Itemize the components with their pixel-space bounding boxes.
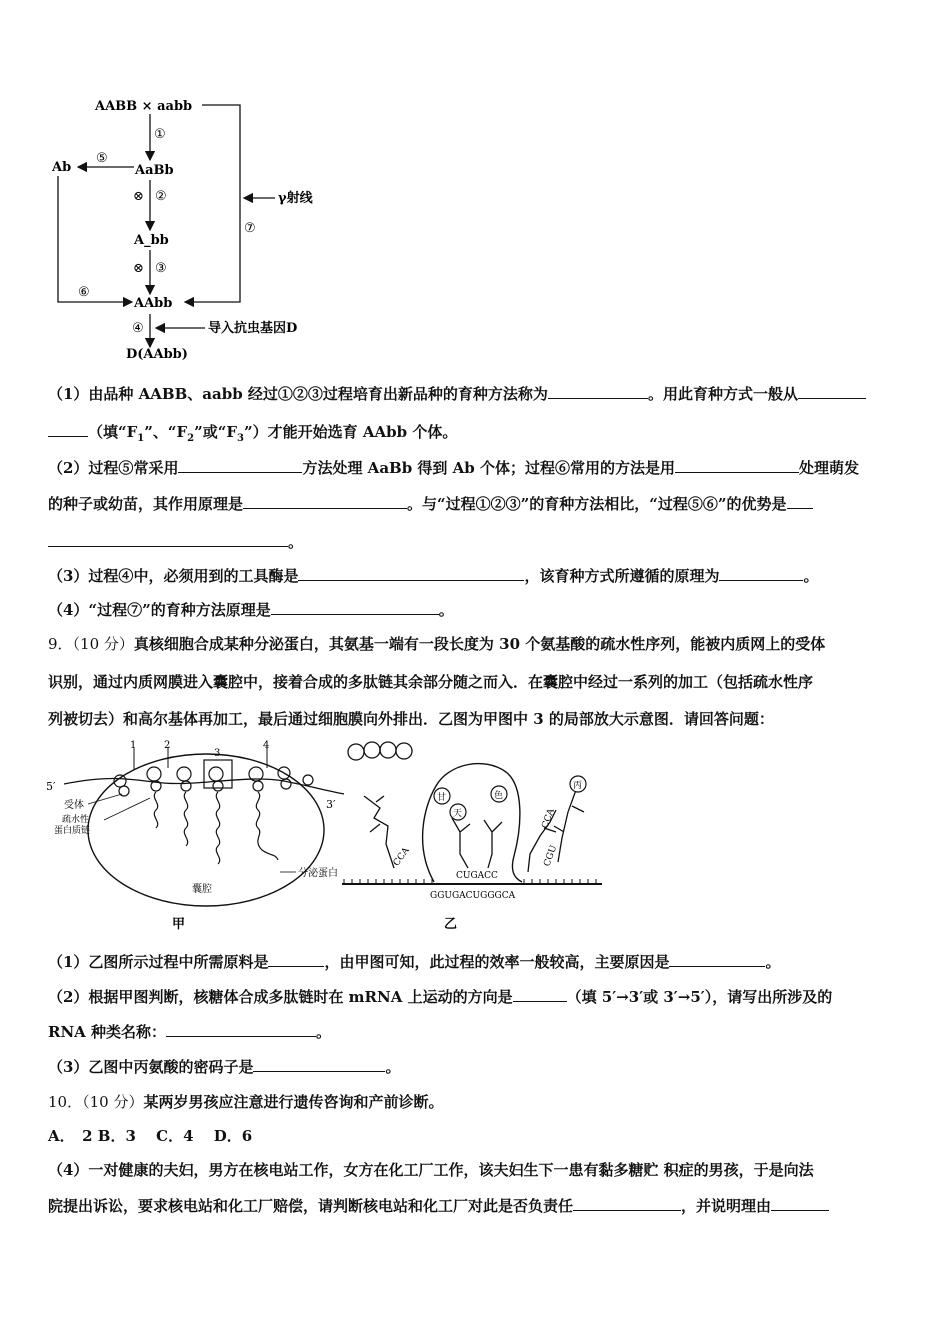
q9-intro-line3: 列被切去）和高尔基体再加工，最后通过细胞膜向外排出．乙图为甲图中 3 的局部放大示意图．请回答问题： xyxy=(48,710,774,728)
breeding-diagram xyxy=(40,92,340,367)
figure-jia-label: 甲 xyxy=(172,917,186,932)
q10-part4-line1: （4）一对健康的夫妇，男方在核电站工作，女方在化工厂工作，该夫妇生下一患有黏多糖贮 积症的男孩，于是向法 xyxy=(48,1161,814,1179)
a-bb-label: A_bb xyxy=(134,233,169,248)
step1-label: ① xyxy=(154,127,166,142)
marker-1: 1 xyxy=(130,740,137,751)
aa-tryptophan: 色 xyxy=(494,791,504,801)
three-prime-label: 3′ xyxy=(326,798,336,811)
q10-part4-line2: 院提出诉讼，要求核电站和化工厂赔偿，请判断核电站和化工厂对此是否负责任 ，并说明理由 xyxy=(48,1196,908,1216)
anticodon-label: CUGACC xyxy=(456,871,498,881)
step6-label: ⑥ xyxy=(78,285,90,300)
blank[interactable] xyxy=(771,1196,829,1211)
blank[interactable] xyxy=(253,1057,385,1072)
self-cross-1: ⊗ xyxy=(133,189,144,204)
blank[interactable] xyxy=(166,1022,316,1037)
hydrophobic-label-2: 蛋白质链 xyxy=(54,826,91,836)
q9-part2-line1: （2）根据甲图判断，核糖体合成多肽链时在 mRNA 上运动的方向是 （填 5′→3′或 3′→5′），请写出所涉及的 xyxy=(48,988,833,1006)
q8-part3: （3）过程④中，必须用到的工具酶是 ，该育种方式所遵循的原理为 。 xyxy=(48,567,819,585)
blank[interactable] xyxy=(548,384,648,399)
blank[interactable] xyxy=(271,600,439,615)
ab-label: Ab xyxy=(52,160,72,175)
marker-3: 3 xyxy=(214,748,221,759)
q10-intro: 10．（10 分）某两岁男孩应注意进行遗传咨询和产前诊断。 xyxy=(48,1093,444,1111)
aa-alanine: 丙 xyxy=(573,781,583,791)
q9-part3: （3）乙图中丙氨酸的密码子是 。 xyxy=(48,1058,401,1076)
aa-glycine: 甘 xyxy=(437,793,447,803)
blank[interactable] xyxy=(669,952,765,967)
secreted-protein-label: 分泌蛋白 xyxy=(298,868,338,879)
marker-2: 2 xyxy=(164,740,171,751)
self-cross-2: ⊗ xyxy=(133,261,144,276)
blank[interactable] xyxy=(48,422,88,437)
q10-options: A． 2 B．3 C．4 D．6 xyxy=(48,1127,253,1145)
lumen-label: 囊腔 xyxy=(192,884,212,895)
q8-part2-line1: （2）过程⑤常采用 方法处理 AaBb 得到 Ab 个体；过程⑥常用的方法是用 处理萌发 xyxy=(48,459,860,477)
hydrophobic-label-1: 疏水性 xyxy=(62,815,90,825)
q8-part1-line2: （填“$F_1$”、“$F_2$”或“$F_3$”）才能开始选育 AAbb 个体。 xyxy=(48,422,908,449)
ribosome-figure xyxy=(44,736,606,936)
blank[interactable] xyxy=(787,494,813,509)
blank[interactable] xyxy=(298,566,524,581)
step5-label: ⑤ xyxy=(96,151,108,166)
cross-label: AABB × aabb xyxy=(95,99,193,114)
aabb-target-label: AAbb xyxy=(134,296,173,311)
blank[interactable] xyxy=(178,458,302,473)
step3-label: ③ xyxy=(155,261,167,276)
blank[interactable] xyxy=(719,566,803,581)
trna-cca-right: CCA xyxy=(540,807,557,830)
blank[interactable] xyxy=(513,987,567,1002)
step7-label: ⑦ xyxy=(244,221,256,236)
figure-yi-label: 乙 xyxy=(444,917,458,932)
q8-part1-line1: （1）由品种 AABB、aabb 经过①②③过程培育出新品种的育种方法称为 。用此育种方式一般从 xyxy=(48,384,908,404)
q9-intro-line2: 识别，通过内质网膜进入囊腔中，接着合成的多肽链其余部分随之而入．在囊腔中经过一系列的加工（包括疏水性序 xyxy=(48,673,814,691)
insert-gene-label: 导入抗虫基因D xyxy=(208,321,298,336)
blank[interactable] xyxy=(243,494,407,509)
q8-part2-line2: 的种子或幼苗，其作用原理是 。与“过程①②③”的育种方法相比，“过程⑤⑥”的优势是 xyxy=(48,494,908,514)
d-aabb-label: D(AAbb) xyxy=(126,347,188,362)
q8-part2-line3: 。 xyxy=(48,532,908,552)
blank[interactable] xyxy=(48,532,288,547)
trna-cgu: CGU xyxy=(542,844,560,868)
mrna-sequence-label: GGUGACUGGGCA xyxy=(430,891,516,901)
marker-4: 4 xyxy=(263,740,270,751)
blank[interactable] xyxy=(268,952,324,967)
aa-aspartate: 天 xyxy=(453,809,463,819)
blank[interactable] xyxy=(675,458,799,473)
region-3-box xyxy=(204,760,232,788)
receptor-label: 受体 xyxy=(64,800,84,811)
q8-part4: （4）“过程⑦”的育种方法原理是 。 xyxy=(48,601,454,619)
gamma-ray-label: γ射线 xyxy=(278,191,313,206)
aabb-f1-label: AaBb xyxy=(135,163,174,178)
q9-intro-line1: 9．（10 分）真核细胞合成某种分泌蛋白，其氨基一端有一段长度为 30 个氨基酸的疏水性序列，能被内质网上的受体 xyxy=(48,635,826,653)
trna-cca-left: CCA xyxy=(391,845,412,869)
q9-part2-line2: RNA 种类名称： 。 xyxy=(48,1023,332,1041)
ribosome-outline xyxy=(423,764,522,882)
step4-label: ④ xyxy=(132,321,144,336)
blank[interactable] xyxy=(573,1196,681,1211)
blank[interactable] xyxy=(798,384,866,399)
q9-part1: （1）乙图所示过程中所需原料是 ，由甲图可知，此过程的效率一般较高，主要原因是 。 xyxy=(48,953,781,971)
step2-label: ② xyxy=(155,189,167,204)
five-prime-label: 5′ xyxy=(46,780,56,793)
